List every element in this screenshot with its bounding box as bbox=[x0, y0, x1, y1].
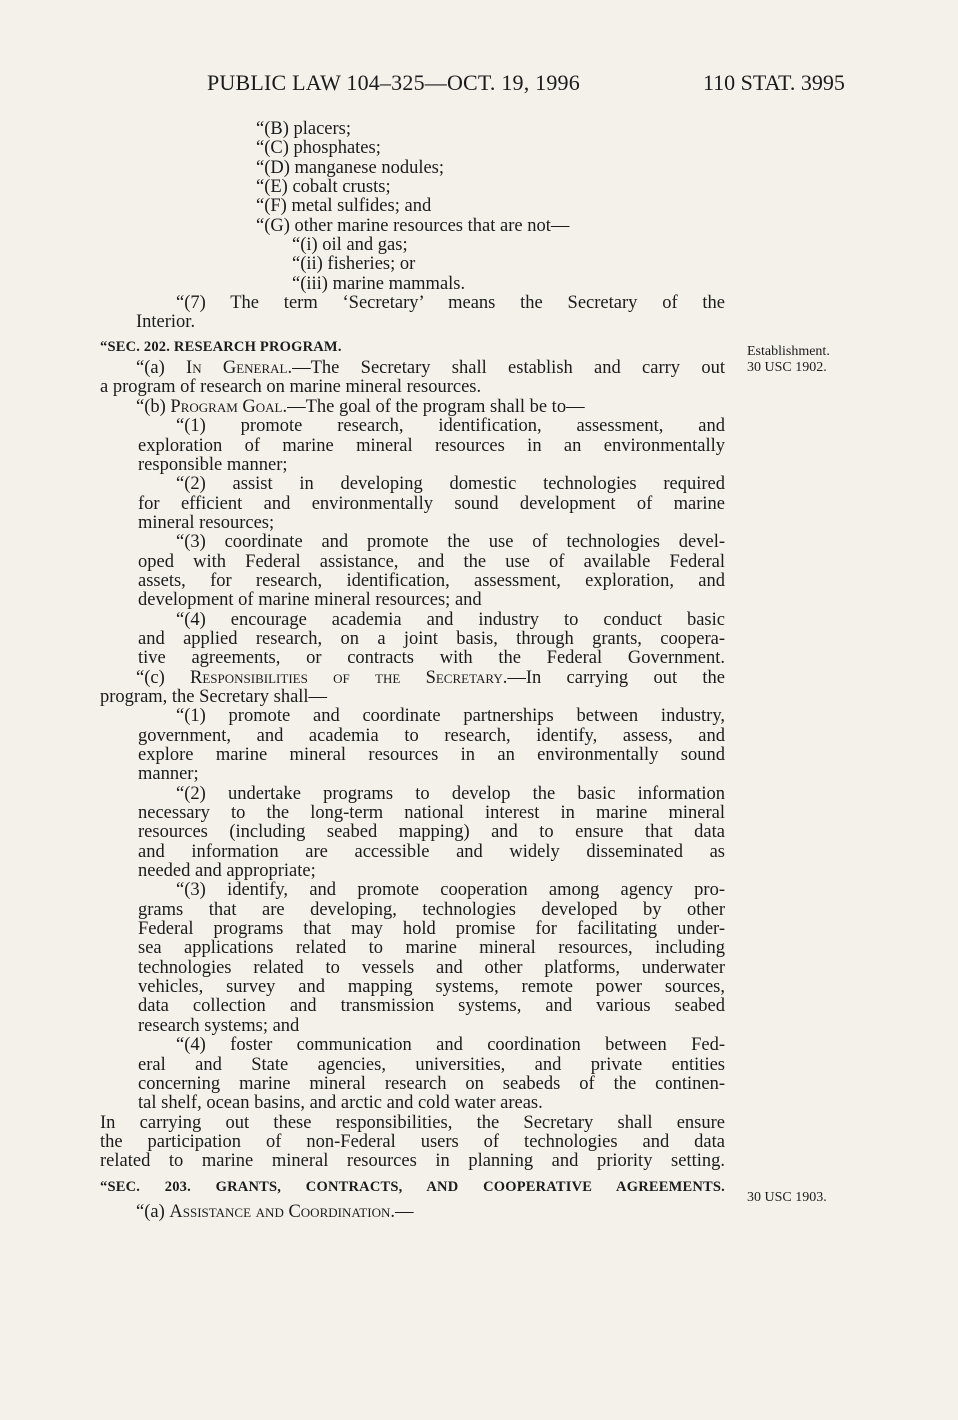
text-line: “(D) manganese nodules; bbox=[256, 157, 445, 178]
text-line: the participation of non-Federal users of technologies and data bbox=[100, 1131, 725, 1152]
text-line: responsible manner; bbox=[138, 454, 288, 475]
text-line: manner; bbox=[138, 764, 199, 785]
text-line: oped with Federal assistance, and the use of available Federal bbox=[138, 551, 725, 572]
text-line: tal shelf, ocean basins, and arctic and cold water areas. bbox=[138, 1093, 543, 1114]
text-line: grams that are developing, technologies developed by other bbox=[138, 899, 725, 920]
section-heading bbox=[100, 1177, 725, 1197]
section-203-title: “SEC. 203. GRANTS, CONTRACTS, AND COOPERATIVE AGREEMENTS. bbox=[100, 1178, 725, 1195]
text-line: assets, for research, identification, assessment, exploration, and bbox=[138, 570, 725, 591]
text-line: “(E) cobalt crusts; bbox=[256, 177, 391, 198]
text-line: In carrying out these responsibilities, the Secretary shall ensure bbox=[100, 1112, 725, 1133]
paragraph-label: “(b) bbox=[136, 396, 171, 417]
text-line bbox=[100, 1203, 725, 1222]
text-fragment: .—In carrying out the bbox=[502, 667, 725, 688]
text-line: program, the Secretary shall— bbox=[100, 686, 328, 707]
text-fragment: .—The goal of the program shall be to— bbox=[282, 396, 585, 417]
text-fragment: .— bbox=[390, 1201, 414, 1222]
text-line: Interior. bbox=[136, 312, 196, 333]
text-line: “(iii) marine mammals. bbox=[292, 273, 466, 294]
text-line: and applied research, on a joint basis, through grants, coopera- bbox=[138, 628, 725, 649]
text-line: and information are accessible and widely disseminated as bbox=[138, 841, 725, 862]
text-line: government, and academia to research, identify, assess, and bbox=[138, 725, 725, 746]
text-line: vehicles, survey and mapping systems, remote power sources, bbox=[138, 977, 725, 998]
text-line: “(1) promote research, identification, assessment, and bbox=[176, 416, 725, 437]
margin-note-citation: 30 USC 1902. bbox=[747, 360, 827, 375]
text-line: needed and appropriate; bbox=[138, 861, 316, 882]
text-fragment: .—The Secretary shall establish and carry out bbox=[287, 358, 725, 379]
text-line: mineral resources; bbox=[138, 512, 275, 533]
paragraph-label: “(a) bbox=[136, 358, 187, 379]
text-line: related to marine mineral resources in planning and priority setting. bbox=[100, 1151, 725, 1172]
subsection-heading: Assistance and Coordination bbox=[169, 1201, 391, 1222]
subsection-heading: Program Goal bbox=[170, 396, 283, 417]
text-line-content: “(i) oil and gas; bbox=[292, 235, 408, 256]
text-line: “(7) The term ‘Secretary’ means the Secretary of the bbox=[176, 293, 725, 314]
page-number: 110 STAT. 3995 bbox=[703, 70, 845, 95]
text-line: necessary to the long-term national interest in marine mineral bbox=[138, 803, 725, 824]
text-line: sea applications related to marine mineral resources, including bbox=[138, 938, 725, 959]
text-line: “(2) assist in developing domestic technologies required bbox=[176, 474, 725, 495]
text-line: Federal programs that may hold promise for facilitating under- bbox=[138, 919, 725, 940]
text-line: “(4) encourage academia and industry to conduct basic bbox=[176, 609, 725, 630]
text-line: research systems; and bbox=[138, 1015, 300, 1036]
text-line: “(ii) fisheries; or bbox=[292, 254, 416, 275]
text-line bbox=[100, 398, 725, 417]
subsection-heading: In General bbox=[186, 358, 288, 379]
paragraph-label: “(a) bbox=[136, 1201, 170, 1222]
text-line: exploration of marine mineral resources in an environmentally bbox=[138, 435, 725, 456]
text-line: concerning marine mineral research on seabeds of the continen- bbox=[138, 1073, 725, 1094]
text-line: eral and State agencies, universities, and private entities bbox=[138, 1054, 725, 1075]
running-header: PUBLIC LAW 104–325—OCT. 19, 1996 bbox=[207, 70, 580, 95]
text-line: “(3) identify, and promote cooperation among agency pro- bbox=[176, 880, 725, 901]
text-line: “(1) promote and coordinate partnerships between industry, bbox=[176, 706, 725, 727]
section-heading bbox=[100, 337, 725, 357]
text-line: “(2) undertake programs to develop the basic information bbox=[176, 783, 725, 804]
section-202-title: “SEC. 202. RESEARCH PROGRAM. bbox=[100, 338, 342, 355]
text-line: data collection and transmission systems, and various seabed bbox=[138, 996, 725, 1017]
text-line bbox=[100, 359, 725, 378]
text-line: for efficient and environmentally sound development of marine bbox=[138, 493, 725, 514]
text-line: “(3) coordinate and promote the use of technologies devel- bbox=[176, 532, 725, 553]
text-line: development of marine mineral resources; and bbox=[138, 590, 482, 611]
margin-note-establishment bbox=[747, 344, 830, 376]
text-line: a program of research on marine mineral resources. bbox=[100, 377, 482, 398]
margin-note-text: Establishment. bbox=[747, 344, 830, 359]
text-line bbox=[100, 236, 725, 255]
text-line: tive agreements, or contracts with the Federal Government. bbox=[138, 648, 725, 669]
text-line: resources (including seabed mapping) and to ensure that data bbox=[138, 822, 725, 843]
text-line: technologies related to vessels and other platforms, underwater bbox=[138, 957, 725, 978]
subsection-heading: Responsibilities of the Secretary bbox=[190, 667, 503, 688]
text-line: “(C) phosphates; bbox=[256, 138, 381, 159]
body-text bbox=[100, 120, 725, 1222]
text-line bbox=[100, 669, 725, 688]
text-line: “(G) other marine resources that are not— bbox=[256, 215, 570, 236]
text-line: explore marine mineral resources in an environmentally sound bbox=[138, 745, 725, 765]
text-line: “(4) foster communication and coordination between Fed- bbox=[176, 1035, 725, 1056]
text-line: “(B) placers; bbox=[256, 119, 352, 139]
text-line: “(F) metal sulfides; and bbox=[256, 196, 432, 217]
margin-note-citation: 30 USC 1903. bbox=[747, 1190, 827, 1205]
paragraph-label: “(c) bbox=[136, 667, 191, 688]
margin-note-1903 bbox=[747, 1190, 827, 1206]
